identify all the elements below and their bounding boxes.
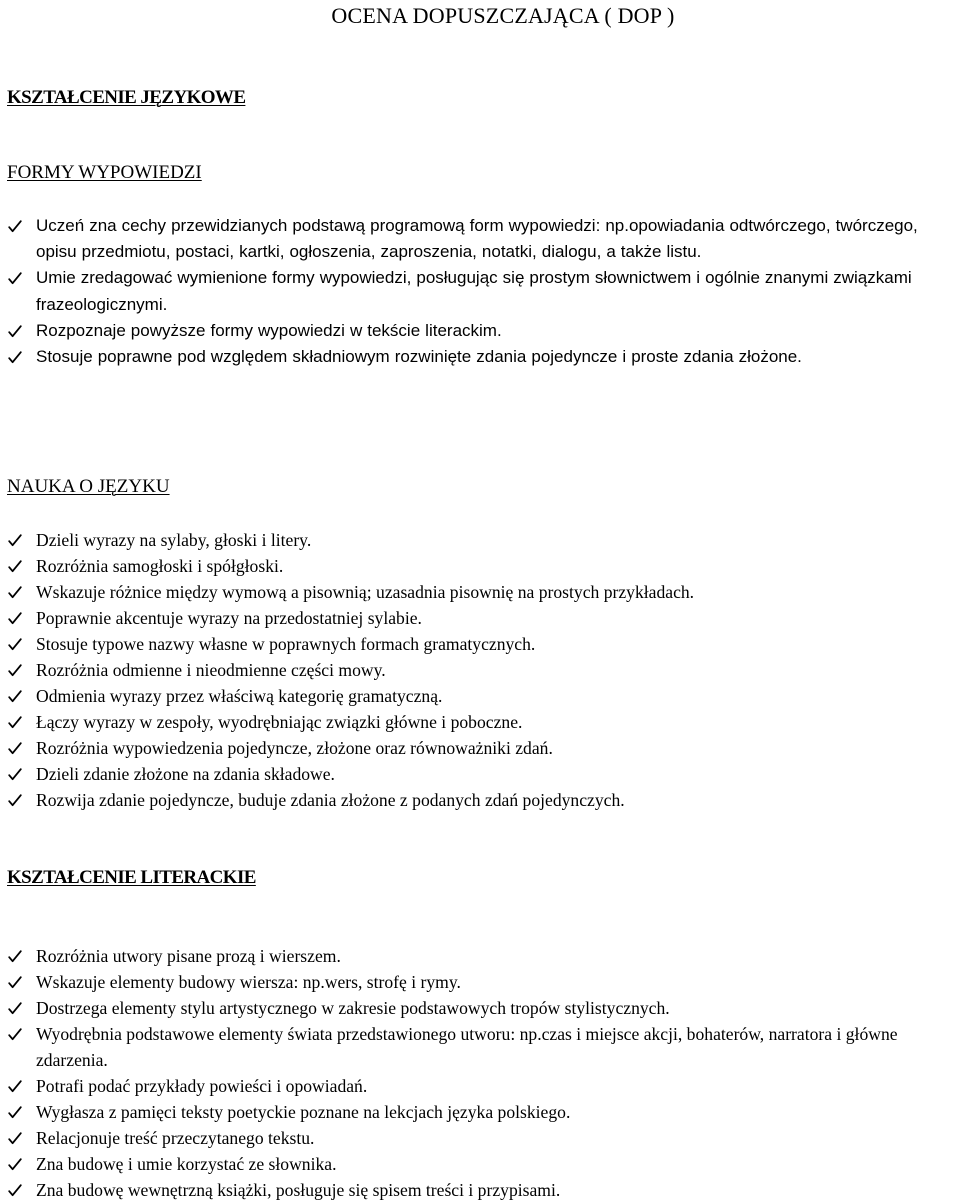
list-item-text: Dostrzega elementy stylu artystycznego w zakresie podstawowych tropów stylistycznych. — [36, 998, 670, 1018]
list-item — [0, 1151, 960, 1177]
check-icon — [8, 1028, 22, 1041]
check-icon — [8, 794, 22, 807]
check-icon — [8, 768, 22, 781]
check-icon — [8, 638, 22, 651]
list-item-text: Rozpoznaje powyższe formy wypowiedzi w tekście literackim. — [36, 320, 502, 340]
list-item — [0, 579, 960, 605]
check-icon — [8, 534, 22, 547]
check-icon — [8, 612, 22, 625]
list-item — [0, 527, 960, 553]
section-heading-ksztalcenie-literackie: KSZTAŁCENIE LITERACKIE — [7, 867, 256, 888]
list-item — [0, 213, 960, 265]
list-item — [0, 787, 960, 813]
list-item-text: Dzieli wyrazy na sylaby, głoski i litery. — [36, 530, 312, 550]
list-item-text: Dzieli zdanie złożone na zdania składowe. — [36, 764, 335, 784]
list-item — [0, 344, 960, 370]
check-icon — [8, 742, 22, 755]
list-item — [0, 735, 960, 761]
check-icon — [8, 690, 22, 703]
list-item-text: Rozróżnia samogłoski i spółgłoski. — [36, 556, 284, 576]
list-item — [0, 1177, 960, 1203]
check-icon — [8, 664, 22, 677]
list-item — [0, 657, 960, 683]
check-icon — [8, 1132, 22, 1145]
list-item — [0, 318, 960, 344]
list-item-text: Wyodrębnia podstawowe elementy świata przedstawionego utworu: np.czas i miejsce akcji, bohaterów, narratora i główne zdarzenia. — [36, 1024, 898, 1070]
check-icon — [8, 976, 22, 989]
check-icon — [8, 1106, 22, 1119]
list-item-text: Uczeń zna cechy przewidzianych podstawą programową form wypowiedzi: np.opowiadania odtwórczego, twórczego, opisu przedmiotu, postaci, kartki, ogłoszenia, zaproszenia, notatki, dialogu, a także listu. — [36, 216, 918, 262]
check-icon — [8, 351, 22, 364]
list-item-text: Zna budowę i umie korzystać ze słownika. — [36, 1154, 337, 1174]
check-icon — [8, 1080, 22, 1093]
list-item — [0, 1125, 960, 1151]
nauka-o-jezyku-list — [0, 527, 960, 813]
list-item — [0, 969, 960, 995]
list-item — [0, 553, 960, 579]
check-icon — [8, 716, 22, 729]
list-item-text: Rozróżnia wypowiedzenia pojedyncze, złożone oraz równoważniki zdań. — [36, 738, 553, 758]
check-icon — [8, 220, 22, 233]
list-item — [0, 1021, 960, 1073]
list-item-text: Potrafi podać przykłady powieści i opowiadań. — [36, 1076, 368, 1096]
section-heading-formy-wypowiedzi: FORMY WYPOWIEDZI — [7, 162, 202, 183]
list-item — [0, 683, 960, 709]
list-item — [0, 1099, 960, 1125]
list-item-text: Relacjonuje treść przeczytanego tekstu. — [36, 1128, 315, 1148]
list-item-text: Łączy wyrazy w zespoły, wyodrębniając związki główne i poboczne. — [36, 712, 523, 732]
check-icon — [8, 325, 22, 338]
list-item — [0, 943, 960, 969]
list-item-text: Wygłasza z pamięci teksty poetyckie poznane na lekcjach języka polskiego. — [36, 1102, 571, 1122]
list-item-text: Poprawnie akcentuje wyrazy na przedostatniej sylabie. — [36, 608, 422, 628]
page-title: OCENA DOPUSZCZAJĄCA ( DOP ) — [331, 3, 675, 28]
list-item — [0, 761, 960, 787]
list-item-text: Rozróżnia utwory pisane prozą i wierszem. — [36, 946, 341, 966]
list-item-text: Umie zredagować wymienione formy wypowiedzi, posługując się prostym słownictwem i ogólnie znanymi związkami frazeologicznymi. — [36, 268, 912, 314]
list-item-text: Rozróżnia odmienne i nieodmienne części mowy. — [36, 660, 386, 680]
check-icon — [8, 1184, 22, 1197]
list-item — [0, 265, 960, 317]
check-icon — [8, 1158, 22, 1171]
section-heading-ksztalcenie-jezykowe: KSZTAŁCENIE JĘZYKOWE — [7, 87, 246, 108]
check-icon — [8, 950, 22, 963]
list-item — [0, 995, 960, 1021]
check-icon — [8, 1002, 22, 1015]
list-item — [0, 709, 960, 735]
check-icon — [8, 560, 22, 573]
check-icon — [8, 586, 22, 599]
list-item-text: Odmienia wyrazy przez właściwą kategorię gramatyczną. — [36, 686, 443, 706]
section-heading-nauka-o-jezyku: NAUKA O JĘZYKU — [7, 476, 170, 497]
list-item-text: Stosuje poprawne pod względem składniowym rozwinięte zdania pojedyncze i proste zdania złożone. — [36, 347, 802, 367]
list-item — [0, 1073, 960, 1099]
list-item — [0, 605, 960, 631]
list-item-text: Zna budowę wewnętrzną książki, posługuje się spisem treści i przypisami. — [36, 1180, 561, 1200]
list-item-text: Stosuje typowe nazwy własne w poprawnych formach gramatycznych. — [36, 634, 536, 654]
formy-wypowiedzi-list — [0, 213, 960, 370]
list-item-text: Rozwija zdanie pojedyncze, buduje zdania złożone z podanych zdań pojedynczych. — [36, 790, 625, 810]
ksztalcenie-literackie-list — [0, 943, 960, 1203]
list-item-text: Wskazuje elementy budowy wiersza: np.wers, strofę i rymy. — [36, 972, 461, 992]
check-icon — [8, 272, 22, 285]
list-item-text: Wskazuje różnice między wymową a pisownią; uzasadnia pisownię na prostych przykładach. — [36, 582, 695, 602]
list-item — [0, 631, 960, 657]
